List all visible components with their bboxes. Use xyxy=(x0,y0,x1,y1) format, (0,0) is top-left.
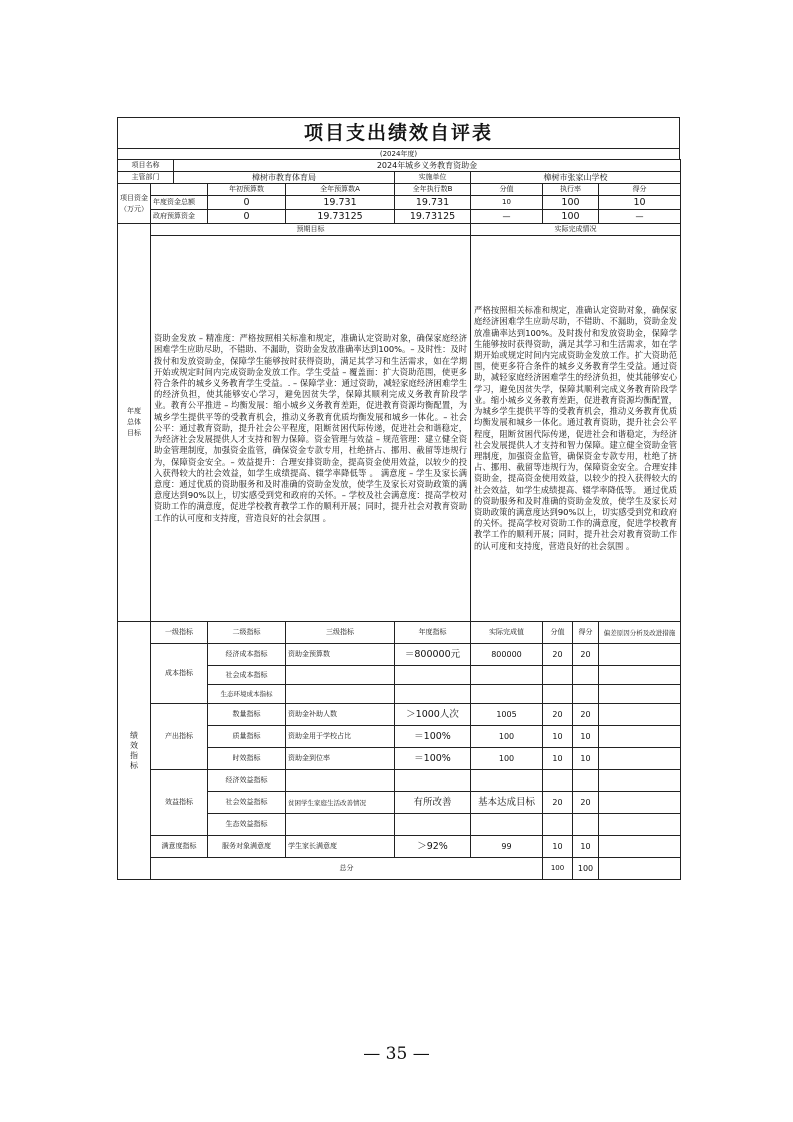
page-number: — 35 — xyxy=(363,1044,430,1064)
satisfaction-l1: 满意度指标 xyxy=(151,836,208,858)
benefit-l1: 效益指标 xyxy=(151,770,208,836)
label-score: 得分 xyxy=(599,184,681,196)
output-timeliness-l2: 时效指标 xyxy=(208,748,286,770)
total-full-budget: 19.731 xyxy=(286,196,395,210)
label-project-name: 项目名称 xyxy=(118,160,174,172)
form-table xyxy=(117,159,681,880)
form-title: 项目支出绩效自评表 xyxy=(117,117,680,148)
output-quantity-l2: 数量指标 xyxy=(208,704,286,726)
output-quality-l3: 资助金用于学校占比 xyxy=(286,726,395,748)
cost-economic-target: ＝800000元 xyxy=(395,644,471,666)
output-quantity-target: ＞1000人次 xyxy=(395,704,471,726)
implementer-value: 樟树市张家山学校 xyxy=(471,172,681,184)
gov-full-budget: 19.73125 xyxy=(286,210,395,224)
label-level2: 二级指标 xyxy=(208,622,286,644)
output-quality-weight: 10 xyxy=(543,726,573,748)
output-timeliness-weight: 10 xyxy=(543,748,573,770)
benefit-social-weight: 20 xyxy=(543,792,573,814)
label-implementer: 实施单位 xyxy=(395,172,471,184)
gov-initial: 0 xyxy=(208,210,286,224)
label-level1: 一级指标 xyxy=(151,622,208,644)
benefit-economic-l2: 经济效益指标 xyxy=(208,770,286,792)
output-quality-score: 10 xyxy=(573,726,599,748)
benefit-ecological-l2: 生态效益指标 xyxy=(208,814,286,836)
label-score-weight: 分值 xyxy=(471,184,543,196)
table-row xyxy=(118,704,681,726)
gov-weight: — xyxy=(471,210,543,224)
output-quantity-score: 20 xyxy=(573,704,599,726)
label-total-funds: 年度资金总额 xyxy=(151,196,208,210)
label-deviation: 偏差原因分析及改进措施 xyxy=(599,622,681,644)
total-row xyxy=(118,858,681,880)
table-row xyxy=(118,644,681,666)
label-weight: 分值 xyxy=(543,622,573,644)
benefit-social-l2: 社会效益指标 xyxy=(208,792,286,814)
label-gov-funds: 政府预算资金 xyxy=(151,210,208,224)
benefit-social-score: 20 xyxy=(573,792,599,814)
label-level3: 三级指标 xyxy=(286,622,395,644)
label-funds: 项目资金（万元） xyxy=(118,184,151,224)
cost-economic-score: 20 xyxy=(573,644,599,666)
output-quality-target: ＝100% xyxy=(395,726,471,748)
cost-ecological-l2: 生态环境成本指标 xyxy=(208,685,286,704)
cost-social-l2: 社会成本指标 xyxy=(208,666,286,685)
total-rate: 100 xyxy=(543,196,599,210)
output-timeliness-l3: 资助金到位率 xyxy=(286,748,395,770)
label-total-score: 总分 xyxy=(151,858,543,880)
total-score-sum: 100 xyxy=(573,858,599,880)
label-annual-target: 年度指标 xyxy=(395,622,471,644)
benefit-social-target: 有所改善 xyxy=(395,792,471,814)
output-timeliness-score: 10 xyxy=(573,748,599,770)
label-full-year-budget: 全年预算数A xyxy=(286,184,395,196)
label-actual-value: 实际完成值 xyxy=(471,622,543,644)
satisfaction-service-weight: 10 xyxy=(543,836,573,858)
label-initial-budget: 年初预算数 xyxy=(208,184,286,196)
cost-economic-weight: 20 xyxy=(543,644,573,666)
project-name-value: 2024年城乡义务教育资助金 xyxy=(174,160,681,172)
total-score: 10 xyxy=(599,196,681,210)
cost-economic-deviation xyxy=(599,644,681,666)
form-subtitle: (2024年度) xyxy=(117,148,680,159)
output-quantity-weight: 20 xyxy=(543,704,573,726)
satisfaction-service-score: 10 xyxy=(573,836,599,858)
evaluation-form xyxy=(117,117,680,880)
total-weight: 10 xyxy=(471,196,543,210)
cost-economic-l2: 经济成本指标 xyxy=(208,644,286,666)
cost-l1: 成本指标 xyxy=(151,644,208,704)
actual-completion-text: 严格按照相关标准和规定，准确认定资助对象，确保家庭经济困难学生应助尽助，不错助、不漏助，资助金发放准确率达到100%。及时拨付和发放资助金，保障学生能够按时获得资助，满足其学习和生活需求，如在学期开始或规定时间内完成资助金发放工作。扩大资助范围，使更多符合条件的城乡义务教育学生受益。通过资助，减轻家庭经济困难学生的经济负担，使其能够安心学习，避免因贫失学，保障其顺利完成义务教育阶段学业。缩小城乡义务教育差距，促进教育资源均衡配置，为城乡学生提供平等的受教育机会，推动义务教育优质均衡发展和城乡一体化。通过教育资助，提升社会公平程度，阻断贫困代际传递，促进社会和谐稳定，为经济社会发展提供人才支持和智力保障。建立健全资助金管理制度，加强资金监管，确保资金专款专用，杜绝了挤占、挪用、截留等违规行为，保障资金安全。合理安排资助金，提高资金使用效益，以较少的投入获得较大的社会效益，如学生成绩提高、辍学率降低等。 通过优质的资助服务和及时准确的资助金发放，使学生及家长对资助政策的满意度达到90%以上，切实感受到党和政府的关怀。提高学校对资助工作的满意度，促进学校教育教学工作的顺利开展；同时，提升社会对教育资助工作的认可度和支持度，营造良好的社会氛围 。 xyxy=(471,236,681,622)
label-department: 主管部门 xyxy=(118,172,174,184)
gov-exec: 19.73125 xyxy=(395,210,471,224)
label-expected-goal: 预期目标 xyxy=(151,224,471,236)
cost-economic-actual: 800000 xyxy=(471,644,543,666)
benefit-social-actual: 基本达成目标 xyxy=(471,792,543,814)
satisfaction-service-actual: 99 xyxy=(471,836,543,858)
output-quality-actual: 100 xyxy=(471,726,543,748)
output-timeliness-actual: 100 xyxy=(471,748,543,770)
benefit-social-l3: 贫困学生家庭生活改善情况 xyxy=(286,792,395,814)
output-quality-l2: 质量指标 xyxy=(208,726,286,748)
gov-rate: 100 xyxy=(543,210,599,224)
output-quantity-l3: 资助金补助人数 xyxy=(286,704,395,726)
label-perf-indicators: 绩效指标 xyxy=(118,622,151,880)
total-exec: 19.731 xyxy=(395,196,471,210)
total-weight-sum: 100 xyxy=(543,858,573,880)
label-full-year-exec: 全年执行数B xyxy=(395,184,471,196)
label-actual-completion: 实际完成情况 xyxy=(471,224,681,236)
output-timeliness-target: ＝100% xyxy=(395,748,471,770)
table-row xyxy=(118,836,681,858)
satisfaction-service-l2: 服务对象满意度 xyxy=(208,836,286,858)
satisfaction-service-l3: 学生家长满意度 xyxy=(286,836,395,858)
gov-score: — xyxy=(599,210,681,224)
output-l1: 产出指标 xyxy=(151,704,208,770)
output-quantity-actual: 1005 xyxy=(471,704,543,726)
department-value: 樟树市教育体育局 xyxy=(174,172,395,184)
label-exec-rate: 执行率 xyxy=(543,184,599,196)
label-points: 得分 xyxy=(573,622,599,644)
satisfaction-service-target: ＞92% xyxy=(395,836,471,858)
label-annual-goal: 年度总体目标 xyxy=(118,224,151,622)
table-row xyxy=(118,770,681,792)
total-initial: 0 xyxy=(208,196,286,210)
cost-economic-l3: 资助金预算数 xyxy=(286,644,395,666)
funds-header-blank xyxy=(151,184,208,196)
expected-goal-text: 资助金发放 – 精准度：严格按照相关标准和规定，准确认定资助对象，确保家庭经济困难学生应助尽助，不错助、不漏助，资助金发放准确率达到100%。– 及时性：及时拨付和发放资助金，保障学生能够按时获得资助，满足其学习和生活需求，如在学期开始或规定时间内完成资助金发放工作。学生受益 – 覆盖面：扩大资助范围，使更多符合条件的城乡义务教育学生受益。. – 保障学业：通过资助，减轻家庭经济困难学生的经济负担，使其能够安心学习，避免因贫失学，保障其顺利完成义务教育阶段学业。教育公平推进 – 均衡发展：缩小城乡义务教育差距，促进教育资源均衡配置，为城乡学生提供平等的受教育机会，推动义务教育优质均衡发展和城乡一体化。– 社会公平：通过教育资助，提升社会公平程度，阻断贫困代际传递，促进社会和谐稳定，为经济社会发展提供人才支持和智力保障。资金管理与效益 – 规范管理：建立健全资助金管理制度，加强资金监管，确保资金专款专用，杜绝挤占、挪用、截留等违规行为，保障资金安全。– 效益提升：合理安排资助金，提高资金使用效益，以较少的投入获得较大的社会效益，如学生成绩提高、辍学率降低等 。 满意度 – 学生及家长满意度：通过优质的资助服务和及时准确的资助金发放，使学生及家长对资助政策的满意度达到90%以上，切实感受到党和政府的关怀。– 学校及社会满意度：提高学校对资助工作的满意度，促进学校教育教学工作的顺利开展；同时，提升社会对教育资助工作的认可度和支持度，营造良好的社会氛围 。 xyxy=(151,236,471,622)
